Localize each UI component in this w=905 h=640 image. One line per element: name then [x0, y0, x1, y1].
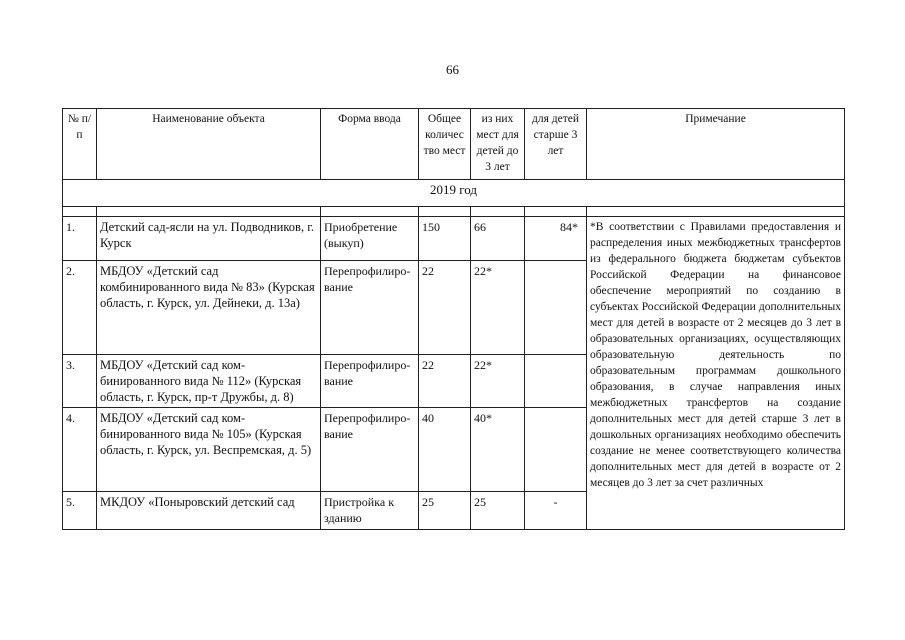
row-under3: 22* — [471, 354, 525, 408]
page-number: 66 — [446, 62, 459, 77]
row-total: 22 — [419, 354, 471, 408]
header-over3: для детей старше 3 лет — [525, 109, 587, 180]
row-form: Пристройка к зданию — [321, 492, 419, 530]
row-under3: 40* — [471, 408, 525, 492]
row-name: МБДОУ «Детский сад комбинированного вида № 83» (Курская область, г. Курск, ул. Дейнеки, д. 13а) — [97, 260, 321, 354]
row-name: МБДОУ «Детский сад ком-бинированного вида № 105» (Курская область, г. Курск, ул. Веспремская, д. 5) — [97, 408, 321, 492]
row-form: Приобретение (выкуп) — [321, 217, 419, 261]
year-row — [63, 180, 845, 207]
note-cell — [587, 217, 845, 530]
row-under3: 25 — [471, 492, 525, 530]
spacer-row — [63, 207, 845, 217]
row-name: МБДОУ «Детский сад ком-бинированного вида № 112» (Курская область, г. Курск, пр-т Дружбы, д. 8) — [97, 354, 321, 408]
row-form: Перепрофилиро-вание — [321, 260, 419, 354]
row-form: Перепрофилиро-вание — [321, 408, 419, 492]
row-form: Перепрофилиро-вание — [321, 354, 419, 408]
row-num: 1. — [63, 217, 97, 261]
row-num: 2. — [63, 260, 97, 354]
row-total: 150 — [419, 217, 471, 261]
row-over3 — [525, 354, 587, 408]
header-note: Примечание — [587, 109, 845, 180]
row-total: 40 — [419, 408, 471, 492]
objects-table — [62, 108, 845, 530]
table-header-row — [63, 109, 845, 180]
row-num: 3. — [63, 354, 97, 408]
row-total: 22 — [419, 260, 471, 354]
row-total: 25 — [419, 492, 471, 530]
row-under3: 66 — [471, 217, 525, 261]
year-label: 2019 год — [63, 180, 845, 207]
table-row — [63, 217, 845, 261]
note-text: *В соответствии с Правилами предоставления и распределения иных межбюджетных трансфертов из федерального бюджета бюджетам субъектов Российской Федерации на финансовое обеспечение мероприятий по созданию в субъектах Российской Федерации дополнительных мест для детей в возрасте от 2 месяцев до 3 лет в образовательных организациях, осуществляющих образовательную деятельность по образовательным программам дошкольного образования, в случае направления иных межбюджетных трансфертов на создание дополнительных мест для детей старше 3 лет в дошкольных организациях необходимо обеспечить создание не менее соответствующего количества дополнительных мест для детей в возрасте от 2 месяцев до 3 лет за счет различных — [590, 221, 841, 489]
row-over3: 84* — [525, 217, 587, 261]
row-over3: - — [525, 492, 587, 530]
row-num: 5. — [63, 492, 97, 530]
header-under3: из них мест для детей до 3 лет — [471, 109, 525, 180]
row-over3 — [525, 260, 587, 354]
header-total: Общее количес тво мест — [419, 109, 471, 180]
row-under3: 22* — [471, 260, 525, 354]
row-num: 4. — [63, 408, 97, 492]
header-name: Наименование объекта — [97, 109, 321, 180]
row-name: МКДОУ «Поныровский детский сад — [97, 492, 321, 530]
row-over3 — [525, 408, 587, 492]
header-num: № п/п — [63, 109, 97, 180]
row-name: Детский сад-ясли на ул. Подводников, г. Курск — [97, 217, 321, 261]
header-form: Форма ввода — [321, 109, 419, 180]
